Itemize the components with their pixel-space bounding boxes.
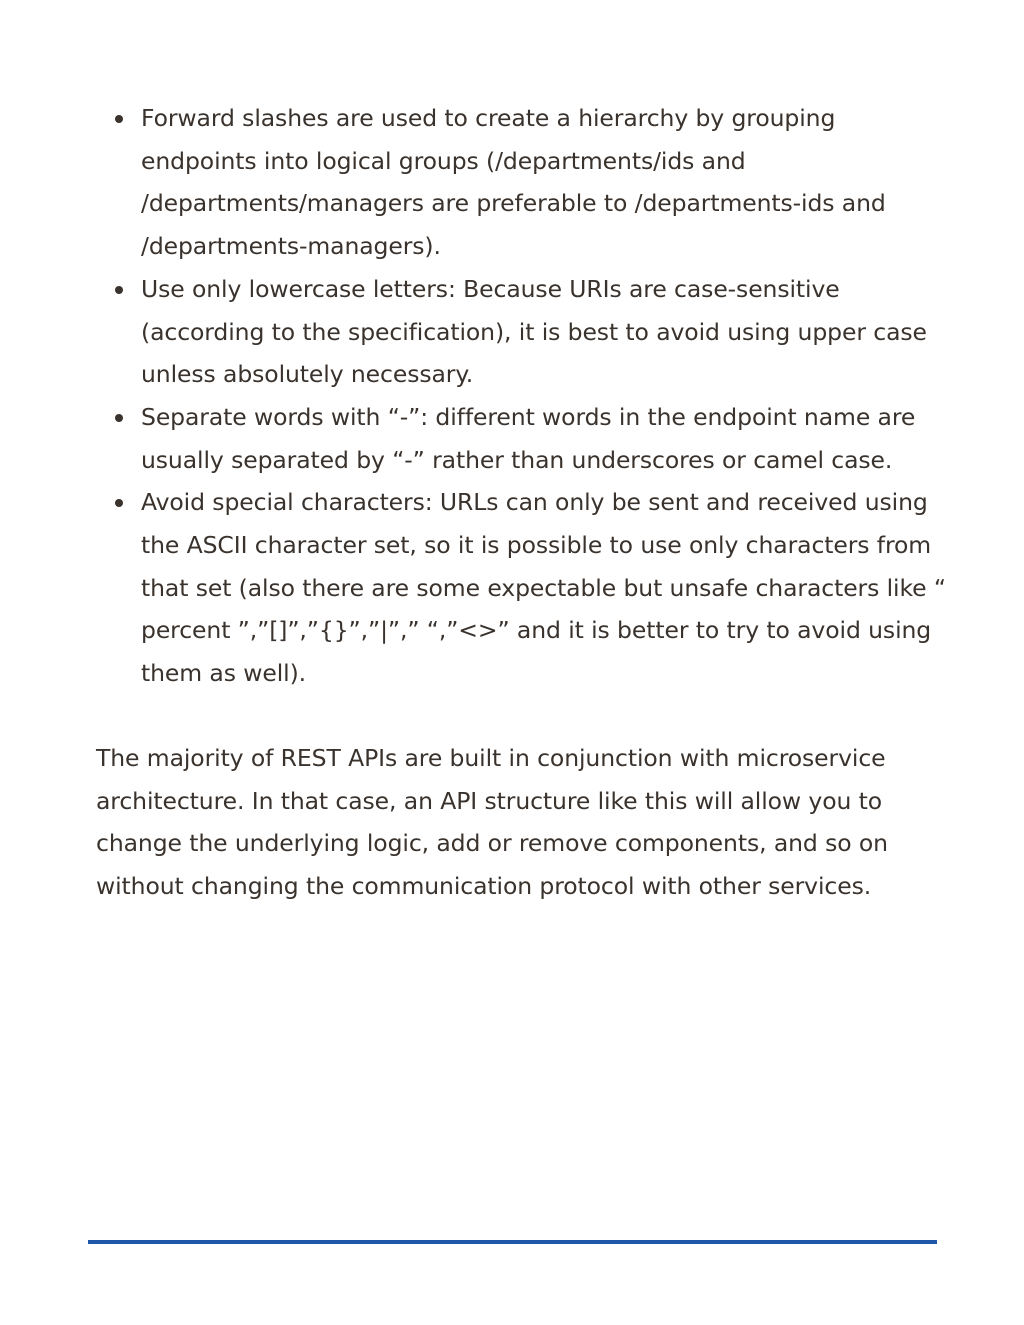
list-item <box>96 97 946 268</box>
bullet-dot-icon <box>115 115 123 123</box>
list-item <box>96 396 946 481</box>
list-item-text: Use only lowercase letters: Because URIs are case-sensitive (according to the specification), it is best to avoid using upper case unless absolutely necessary. <box>141 274 927 389</box>
list-item <box>96 268 946 396</box>
list-item-text: Avoid special characters: URLs can only be sent and received using the ASCII character set, so it is possible to use only characters from that set (also there are some expectable but unsafe characters like “ percent ”,”[]”,”{}”,”|”,” “,”<>” and it is better to try to avoid using them as well). <box>141 488 946 688</box>
bullet-list <box>96 97 946 695</box>
footer-divider <box>88 1240 937 1244</box>
list-item-text: Forward slashes are used to create a hierarchy by grouping endpoints into logical groups (/departments/ids and /departments/managers are preferable to /departments-ids and /departments-managers). <box>141 104 886 261</box>
body-paragraph: The majority of REST APIs are built in conjunction with microservice architecture. In that case, an API structure like this will allow you to change the underlying logic, add or remove components, and so on without changing the communication protocol with other services. <box>96 744 888 901</box>
list-item <box>96 481 946 695</box>
bullet-dot-icon <box>115 414 123 422</box>
bullet-dot-icon <box>115 286 123 294</box>
bullet-dot-icon <box>115 499 123 507</box>
list-item-text: Separate words with “-”: different words in the endpoint name are usually separated by “-” rather than underscores or camel case. <box>141 402 916 474</box>
